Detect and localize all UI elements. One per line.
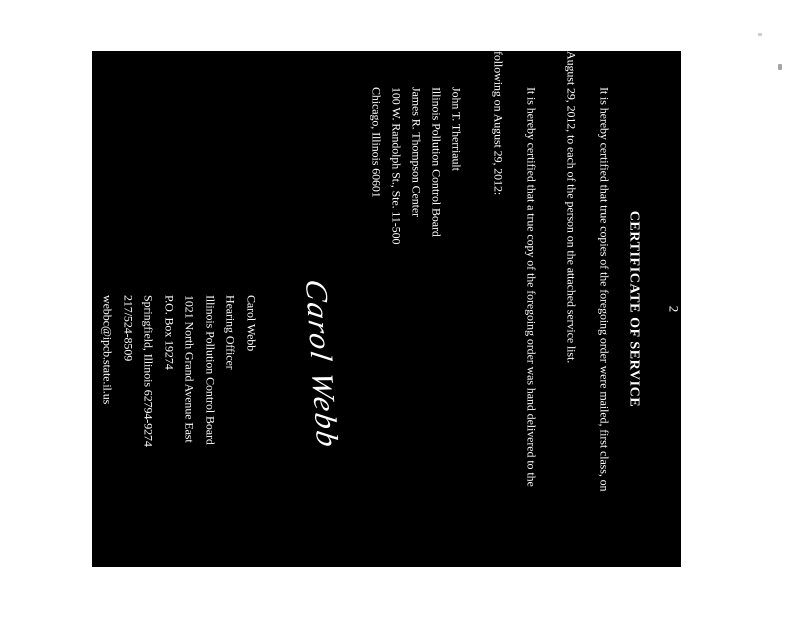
signer-pobox: P.O. Box 19274 bbox=[162, 295, 176, 370]
signer-org: Illinois Pollution Control Board bbox=[203, 295, 217, 445]
signer-contact-block bbox=[97, 295, 261, 447]
paragraph1-line1: It is hereby certified that true copies of the foregoing order were mailed, first class, on bbox=[597, 87, 611, 492]
scan-dust-speck bbox=[778, 64, 782, 70]
signer-title: Hearing Officer bbox=[223, 295, 238, 370]
signer-email: webbc@ipcb.state.il.us bbox=[100, 295, 115, 405]
recipient-building: James R. Thompson Center bbox=[409, 87, 423, 218]
scan-dust-speck bbox=[758, 33, 762, 36]
signer-phone: 217/524-8509 bbox=[121, 295, 135, 362]
handwritten-signature: Carol Webb bbox=[298, 277, 345, 452]
recipient-org: Illinois Pollution Control Board bbox=[429, 87, 443, 237]
recipient-city: Chicago, Illinois 60601 bbox=[369, 87, 383, 198]
signer-city: Springfield, Illinois 62794-9274 bbox=[141, 295, 156, 447]
recipient-name: John T. Therriault bbox=[449, 87, 463, 171]
document-title: CERTIFICATE OF SERVICE bbox=[626, 210, 641, 408]
recipient-street: 100 W. Randolph St., Ste. 11-500 bbox=[389, 87, 403, 245]
page-number: 2 bbox=[666, 305, 681, 313]
inverted-scan-region bbox=[92, 51, 681, 567]
paragraph1-line2: August 29, 2012, to each of the person on the attached service list. bbox=[564, 51, 578, 364]
paragraph2-line2: following on August 29, 2012: bbox=[491, 51, 505, 196]
recipient-address-block bbox=[366, 87, 466, 244]
signer-name: Carol Webb bbox=[244, 295, 258, 352]
certificate-of-service-document bbox=[92, 51, 681, 567]
paragraph2-line1: It is hereby certified that a true copy of the foregoing order was hand delivered to the bbox=[524, 87, 538, 487]
signer-street: 1021 North Grand Avenue East bbox=[182, 295, 197, 443]
